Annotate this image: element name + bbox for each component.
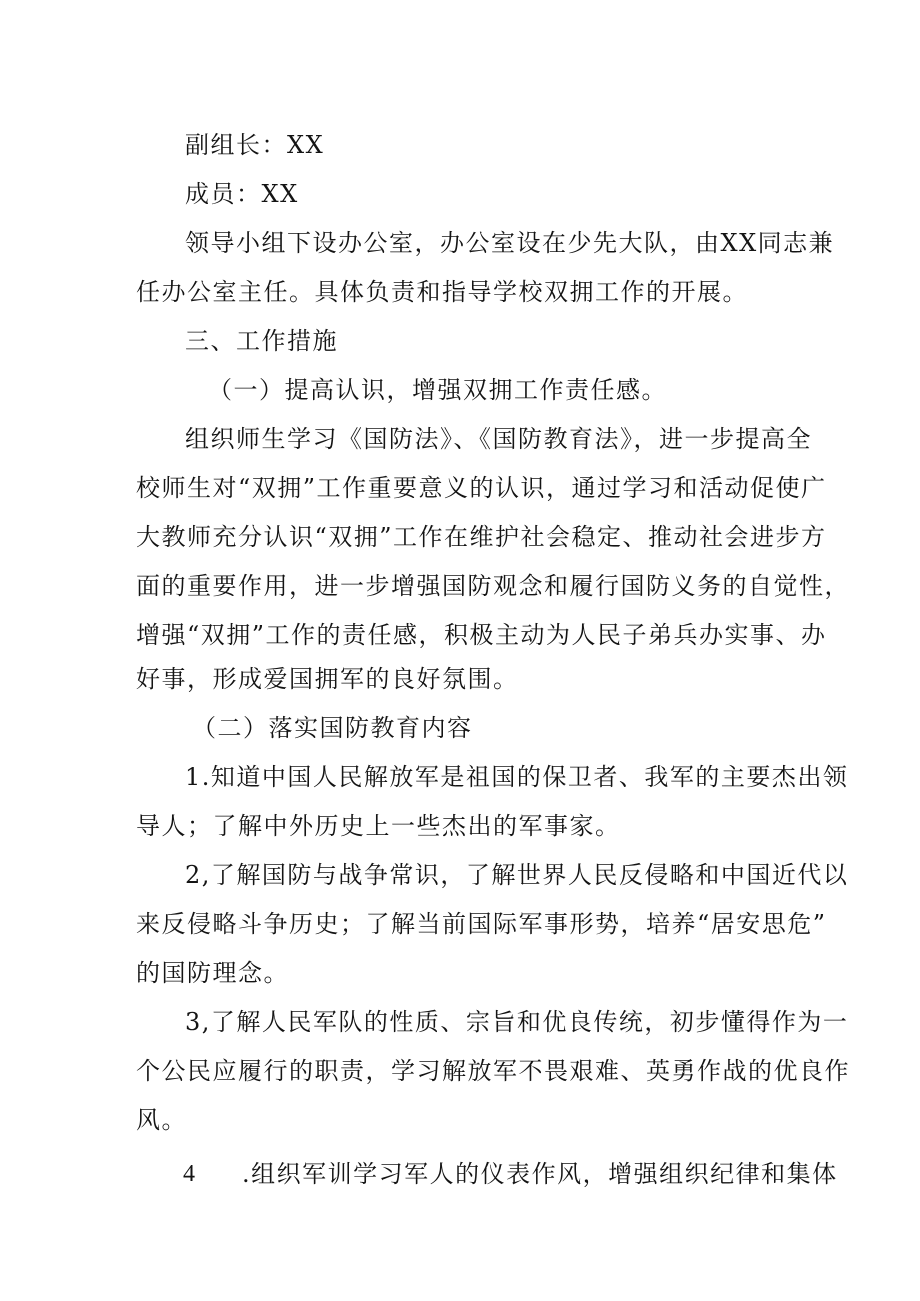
item-3-line-2: 个公民应履行的职责，学习解放军不畏艰难、英勇作战的优良作 xyxy=(136,1057,850,1085)
office-paragraph-line-1: 领导小组下设办公室，办公室设在少先大队，由XX同志兼 xyxy=(185,229,835,257)
item-4-number: 4 xyxy=(183,1161,195,1187)
vice-leader-line: 副组长：XX xyxy=(185,131,325,159)
paragraph-1-line-1: 组织师生学习《国防法》、《国防教育法》，进一步提高全 xyxy=(185,425,812,453)
paragraph-1-line-4: 面的重要作用，进一步增强国防观念和履行国防义务的自觉性， xyxy=(136,572,850,600)
paragraph-1-line-6: 好事，形成爱国拥军的良好氛围。 xyxy=(136,665,519,693)
paragraph-1-line-3: 大教师充分认识“双拥”工作在维护社会稳定、推动社会进步方 xyxy=(136,523,827,551)
item-1-line-1: 1.知道中国人民解放军是祖国的保卫者、我军的主要杰出领 xyxy=(185,763,849,791)
section-heading: 三、工作措施 xyxy=(185,327,338,355)
subsection-heading-1: （一）提高认识，增强双拥工作责任感。 xyxy=(208,376,667,404)
item-3-line-3: 风。 xyxy=(136,1106,187,1134)
paragraph-1-line-5: 增强“双拥”工作的责任感，积极主动为人民子弟兵办实事、办 xyxy=(136,621,827,649)
item-2-line-3: 的国防理念。 xyxy=(136,959,289,987)
subsection-heading-2: （二）落实国防教育内容 xyxy=(192,714,473,742)
paragraph-1-line-2: 校师生对“双拥”工作重要意义的认识，通过学习和活动促使广 xyxy=(136,474,827,502)
office-paragraph-line-2: 任办公室主任。具体负责和指导学校双拥工作的开展。 xyxy=(136,278,748,306)
item-1-line-2: 导人；了解中外历史上一些杰出的军事家。 xyxy=(136,812,621,840)
item-2-line-1: 2,了解国防与战争常识，了解世界人民反侵略和中国近代以 xyxy=(185,861,849,889)
item-2-line-2: 来反侵略斗争历史；了解当前国际军事形势，培养“居安思危” xyxy=(136,910,827,938)
item-3-line-1: 3,了解人民军队的性质、宗旨和优良传统，初步懂得作为一 xyxy=(185,1008,849,1036)
item-4-line-1: .组织军训学习军人的仪表作风，增强组织纪律和集体 xyxy=(242,1160,838,1188)
members-line: 成员：XX xyxy=(185,180,299,208)
